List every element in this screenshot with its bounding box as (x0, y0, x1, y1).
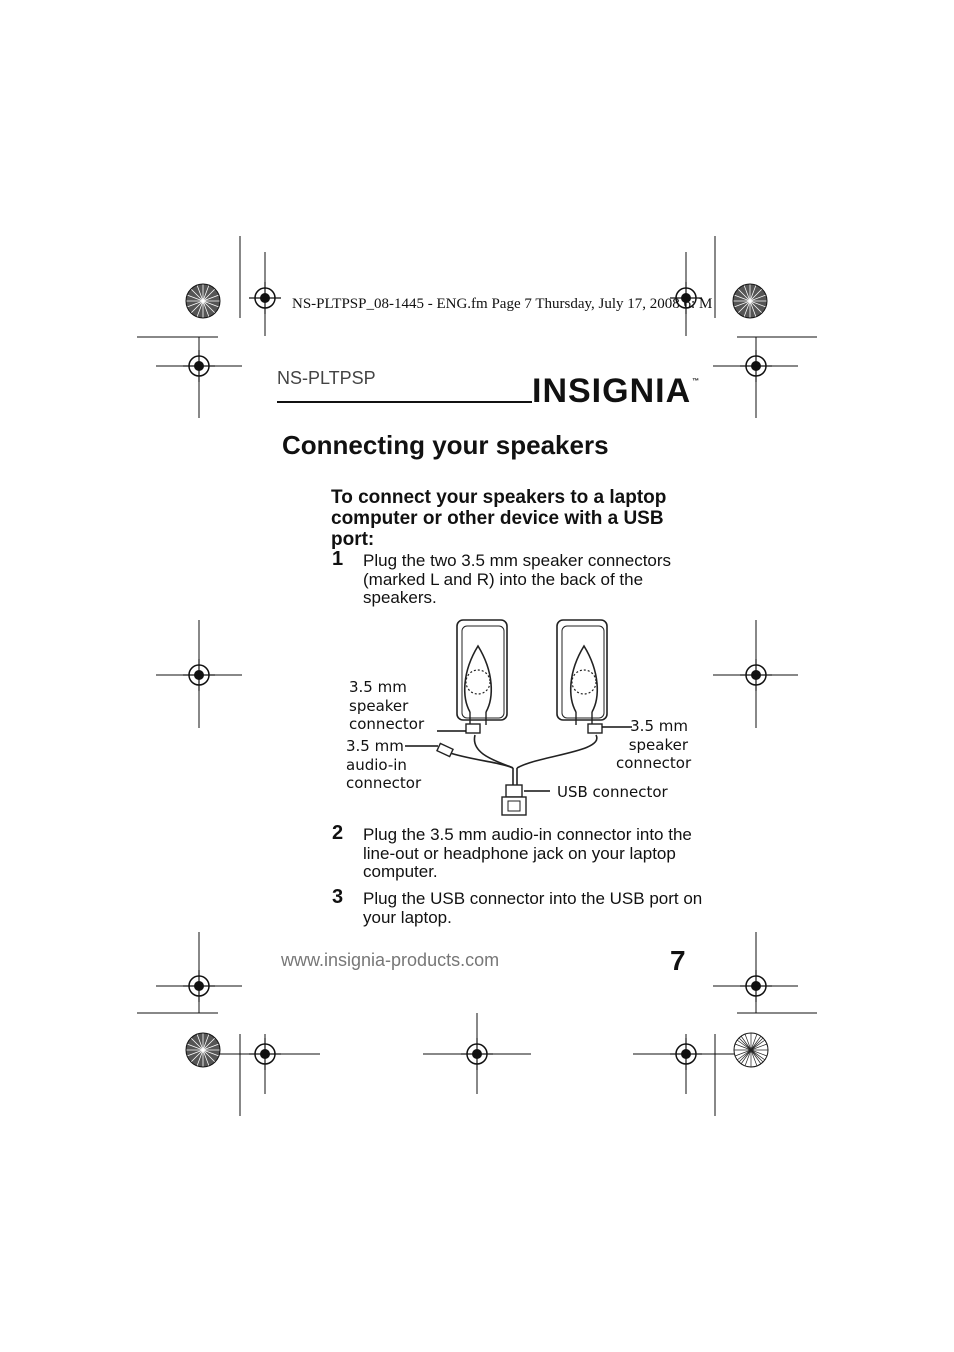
header-rule (277, 401, 532, 403)
label-audio-in-connector: 3.5 mm audio-in connector (346, 737, 422, 792)
label-speaker-connector-right: 3.5 mm speaker connector (616, 717, 692, 772)
trademark-mark: ™ (692, 378, 701, 385)
step-1-number: 1 (332, 548, 344, 570)
logo-text: INSIGNIA (532, 372, 692, 410)
step-3-number: 3 (332, 886, 344, 908)
insignia-logo (532, 372, 700, 411)
model-number: NS-PLTPSP (277, 368, 376, 388)
page-number: 7 (670, 945, 686, 976)
slug-line: NS-PLTPSP_08-1445 - ENG.fm Page 7 Thursday, July 17, 2008 6: M (292, 296, 713, 312)
step-1-text: Plug the two 3.5 mm speaker connectors (marked L and R) into the back of the speakers. (363, 551, 672, 607)
step-3-text: Plug the USB connector into the USB port on your laptop. (363, 889, 703, 927)
crop-marks (137, 236, 817, 1116)
procedure-heading: To connect your speakers to a laptop computer or other device with a USB port: (331, 487, 667, 550)
page-title: Connecting your speakers (282, 430, 609, 460)
label-speaker-connector-left: 3.5 mm speaker connector (349, 678, 425, 733)
step-2-text: Plug the 3.5 mm audio-in connector into the line-out or headphone jack on your laptop computer. (363, 825, 692, 881)
callout-leaders (405, 727, 632, 791)
step-2-number: 2 (332, 822, 344, 844)
footer-url[interactable]: www.insignia-products.com (281, 950, 500, 970)
label-usb-connector: USB connector (557, 783, 668, 801)
